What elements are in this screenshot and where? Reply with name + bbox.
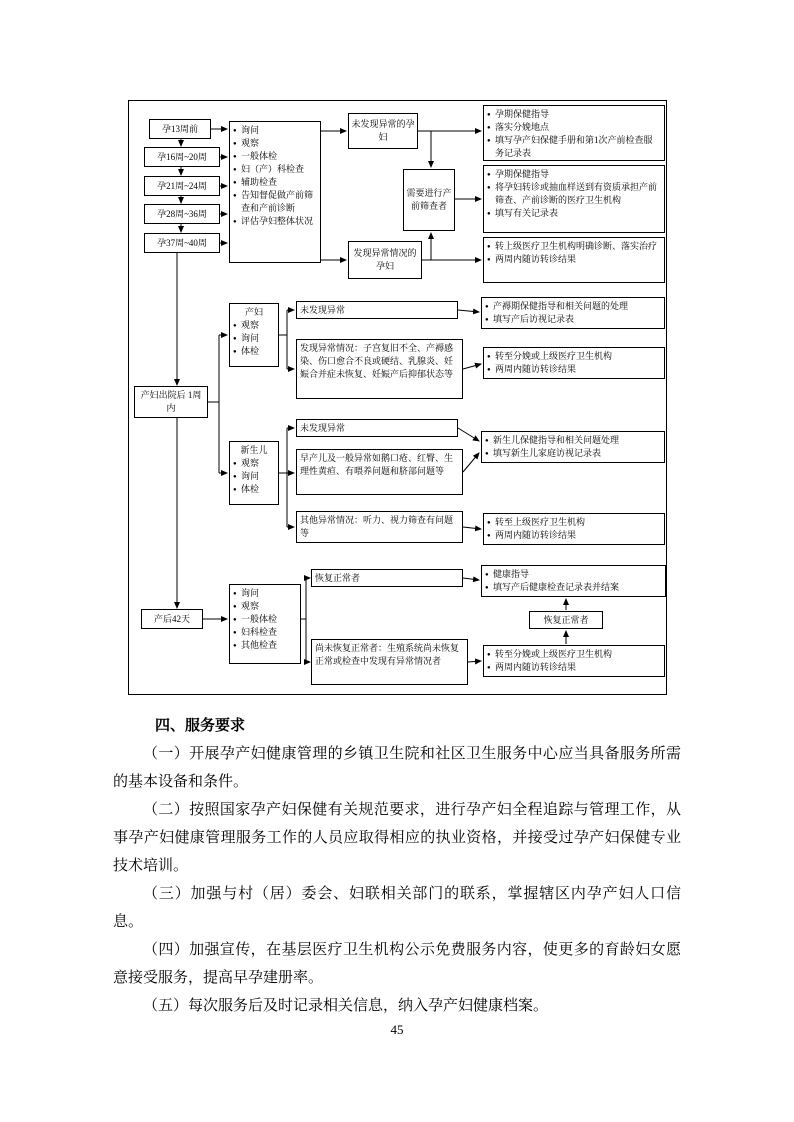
bullet-item: ● 孕期保健指导 [487, 108, 661, 121]
paragraph-1: （一）开展孕产妇健康管理的乡镇卫生院和社区卫生服务中心应当具备服务所需的基本设备和条件。 [113, 746, 681, 790]
bullet-item: ● 两周内随访转诊结果 [487, 529, 661, 542]
branch-abnormal-pregnant: 发现异常情况的孕妇 [348, 241, 422, 279]
stage-box-week28-36: 孕28周~36周 [144, 204, 220, 224]
mother-outcome-abnormal [483, 347, 665, 379]
bullet-item: ● 询问 [233, 124, 317, 137]
mother-abnormal-box: 发现异常情况：子宫复旧不全、产褥感染、伤口愈合不良或硬结、乳腺炎、妊娠合并症未恢复、妊娠产后抑郁状态等 [296, 339, 463, 399]
page-number: 45 [390, 1022, 404, 1037]
bullet-item: ● 新生儿保健指导和相关问题处理 [485, 434, 661, 447]
outcome-need-screening [483, 165, 665, 233]
bullet-item: ● 观察 [233, 137, 317, 150]
branch-no-abnormal-pregnant: 未发现异常的孕妇 [348, 113, 418, 149]
section-title: 四、服务要求 [155, 718, 246, 734]
bullet-item: ● 转上级医疗卫生机构明确诊断、落实治疗 [487, 240, 661, 253]
trigger-postpartum-week1: 产妇出院后 1周内 [134, 386, 208, 418]
bullet-item: ● 将孕妇转诊或抽血样送到有资质承担产前筛查、产前诊断的医疗卫生机构 [487, 181, 661, 207]
bullet-item: ● 询问 [233, 332, 275, 345]
bullet-item: ● 填写有关记录表 [487, 207, 661, 220]
newborn-outcome-normal [481, 431, 665, 463]
mother-label: 产妇 [244, 307, 263, 317]
newborn-no-abnormal-box: 未发现异常 [296, 419, 458, 437]
bullet-item: ● 填写孕产妇保健手册和第1次产前检查服务记录表 [487, 134, 661, 160]
bullet-item: ● 观察 [233, 457, 275, 470]
paragraph-3: （三）加强与村（居）委会、妇联相关部门的联系，掌握辖区内孕产妇人口信息。 [113, 886, 681, 930]
bullet-item: ● 观察 [233, 600, 297, 613]
bullet-item: ● 其他检查 [233, 639, 297, 652]
newborn-common-abnormal-box: 早产儿及一般异常如鹅口疮、红臀、生理性黄疸、有喂养问题和脐部问题等 [296, 449, 463, 495]
bullet-item: ● 体检 [233, 483, 275, 496]
bullet-item: ● 孕期保健指导 [487, 168, 661, 181]
prenatal-exam-box [229, 121, 321, 263]
stage-box-week16-20: 孕16周~20周 [144, 147, 220, 167]
bullet-item: ● 一般体检 [233, 613, 297, 626]
newborn-other-abnormal-box: 其他异常情况：听力、视力筛查有问题等 [296, 511, 463, 543]
bullet-item: ● 转至上级医疗卫生机构 [487, 516, 661, 529]
newborn-exam-items [233, 457, 275, 496]
bullet-item: ● 健康指导 [485, 568, 662, 581]
paragraph-5: （五）每次服务后及时记录相关信息，纳入孕产妇健康档案。 [143, 998, 549, 1014]
day42-normal-box: 恢复正常者 [311, 569, 463, 587]
trigger-day42: 产后42天 [141, 609, 203, 629]
stage-box-before-week13: 孕13周前 [149, 119, 211, 139]
newborn-label: 新生儿 [240, 445, 268, 455]
stage-box-week37-40: 孕37周~40周 [144, 233, 220, 253]
bullet-item: ● 填写产后健康检查记录表并结案 [485, 581, 662, 594]
bullet-item: ● 询问 [233, 470, 275, 483]
outcome-abnormal [483, 237, 665, 283]
mother-no-abnormal-box: 未发现异常 [296, 301, 458, 319]
bullet-item: ● 两周内随访转诊结果 [487, 363, 661, 376]
bullet-item: ● 辅助检查 [233, 176, 317, 189]
service-requirements-section [113, 712, 681, 1020]
newborn-outcome-other [483, 513, 665, 545]
mother-exam-box [229, 303, 279, 367]
bullet-item: ● 评估孕妇整体状况 [233, 215, 317, 228]
bullet-item: ● 两周内随访转诊结果 [487, 661, 661, 674]
day42-recheck-normal-box: 恢复正常者 [529, 611, 603, 629]
bullet-item: ● 询问 [233, 587, 297, 600]
day42-outcome-normal [481, 565, 666, 597]
maternal-health-flowchart [128, 100, 667, 695]
bullet-item: ● 落实分娩地点 [487, 121, 661, 134]
bullet-item: ● 妇（产）科检查 [233, 163, 317, 176]
bullet-item: ● 两周内随访转诊结果 [487, 253, 661, 266]
bullet-item: ● 一般体检 [233, 150, 317, 163]
bullet-item: ● 填写新生儿家庭访视记录表 [485, 447, 661, 460]
bullet-item: ● 产褥期保健指导和相关问题的处理 [485, 300, 661, 313]
paragraph-2: （二）按照国家孕产妇保健有关规范要求，进行孕产妇全程追踪与管理工作，从事孕产妇健康管理服务工作的人员应取得相应的执业资格，并接受过孕产妇保健专业技术培训。 [113, 802, 681, 874]
mother-outcome-normal [481, 297, 665, 329]
bullet-item: ● 转至分娩或上级医疗卫生机构 [487, 648, 661, 661]
bullet-item: ● 告知督促做产前筛查和产前诊断 [233, 189, 317, 215]
bullet-item: ● 体检 [233, 345, 275, 358]
bullet-item: ● 妇科检查 [233, 626, 297, 639]
day42-abnormal-box: 尚未恢复正常者：生殖系统尚未恢复正常或检查中发现有异常情况者 [311, 639, 468, 685]
bullet-item: ● 转至分娩或上级医疗卫生机构 [487, 350, 661, 363]
newborn-exam-box [229, 441, 279, 505]
bullet-item: ● 观察 [233, 319, 275, 332]
day42-exam-box [229, 584, 301, 664]
bullet-item: ● 填写产后访视记录表 [485, 313, 661, 326]
outcome-no-abnormal [483, 105, 665, 161]
paragraph-4: （四）加强宣传，在基层医疗卫生机构公示免费服务内容，使更多的育龄妇女愿意接受服务，提高早孕建册率。 [113, 942, 681, 986]
day42-outcome-abnormal [483, 645, 665, 677]
mother-exam-items [233, 319, 275, 358]
stage-box-week21-24: 孕21周~24周 [144, 176, 220, 196]
branch-need-screening: 需要进行产前筛查者 [403, 169, 455, 231]
